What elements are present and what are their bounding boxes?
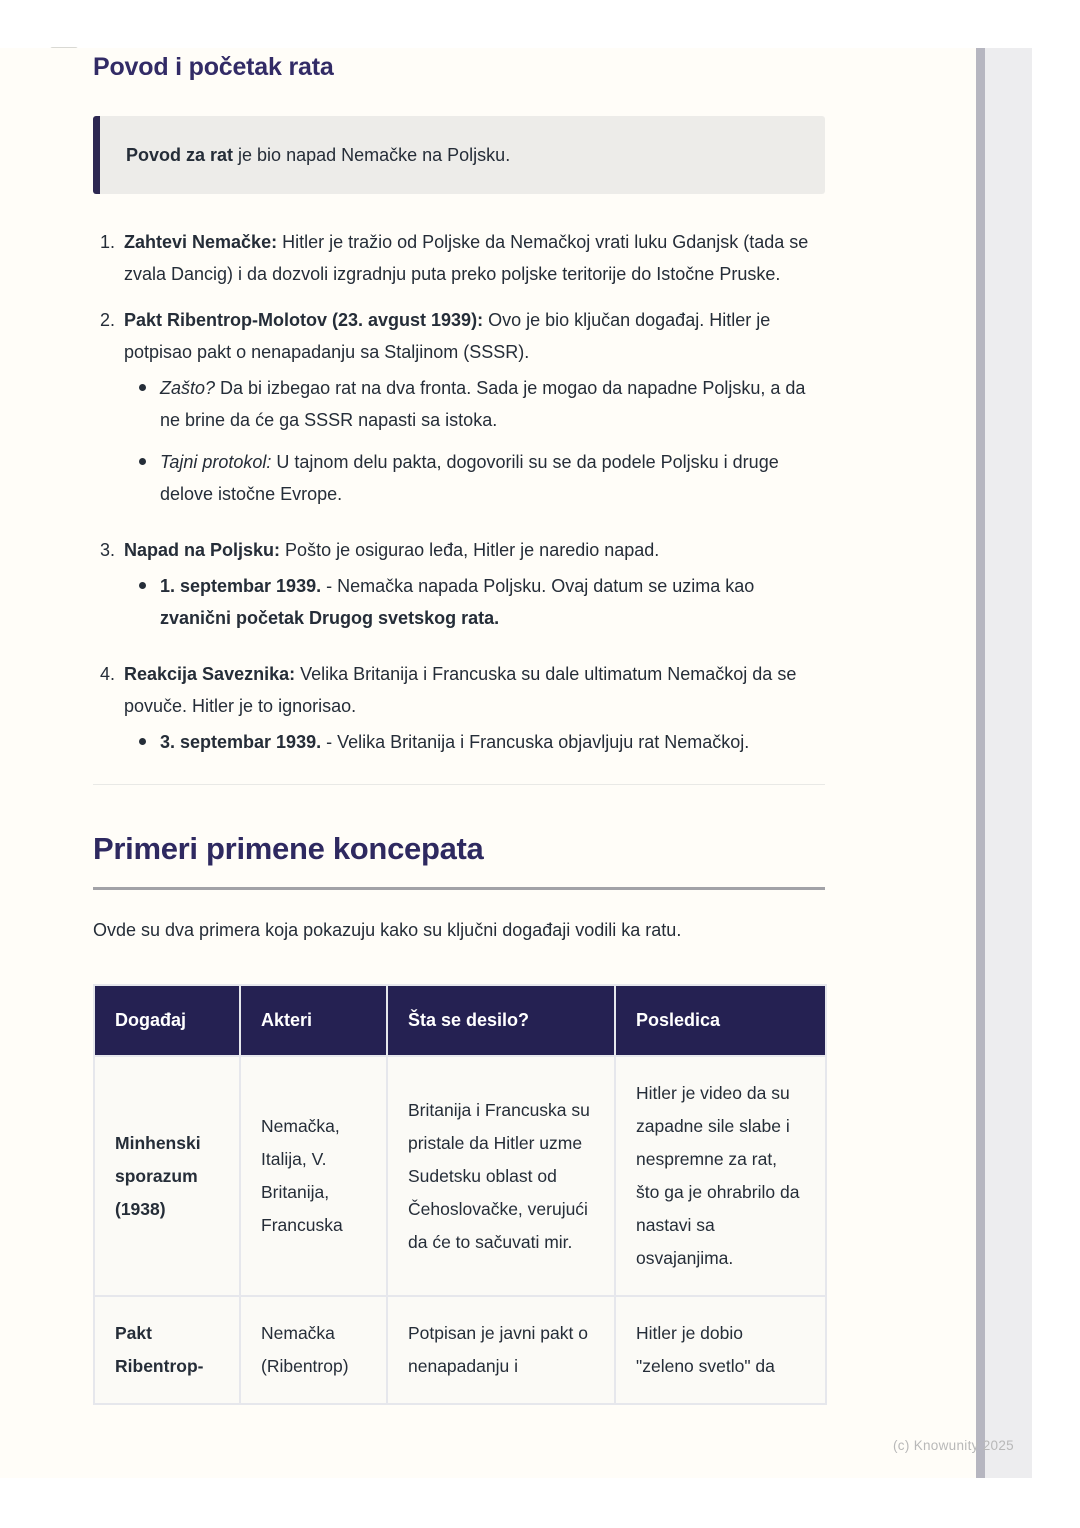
list-item-body (124, 534, 825, 644)
bullet-bold-tail: zvanični početak Drugog svetskog rata. (160, 608, 500, 628)
list-item-body (124, 304, 825, 520)
list-item (93, 226, 825, 290)
bullet-list (124, 570, 825, 634)
list-item-text: Ovo je bio ključan događaj. Hitler je potpisao pakt o nenapadanju sa Staljinom (SSSR). (124, 310, 771, 362)
document-page (0, 48, 976, 1478)
list-item-number: 4. (99, 664, 115, 684)
table-cell: Britanija i Francuska su pristale da Hitler uzme Sudetsku oblast od Čehoslovačke, verujući da će to sačuvati mir. (387, 1056, 615, 1296)
bullet-lead: Zašto? (160, 378, 216, 398)
watermark-copyright: (c) Knowunity 2025 (893, 1438, 1014, 1453)
bullet-text: Da bi izbegao rat na dva fronta. Sada je mogao da napadne Poljsku, a da ne brine da će ga SSSR napasti sa istoka. (160, 378, 806, 430)
list-item-number: 3. (99, 540, 115, 560)
bullet-lead: 1. septembar 1939. (160, 576, 322, 596)
list-item-number: 1. (99, 232, 115, 252)
table-header-cell: Posledica (615, 985, 826, 1056)
bullet-lead: Tajni protokol: (160, 452, 272, 472)
bullet-lead: 3. septembar 1939. (160, 732, 322, 752)
bullet-text: - Velika Britanija i Francuska objavljuju rat Nemačkoj. (321, 732, 750, 752)
table-header-row (94, 985, 826, 1056)
scrollbar-track[interactable] (976, 48, 1032, 1478)
bullet-list (124, 372, 825, 510)
list-item-lead: Pakt Ribentrop-Molotov (23. avgust 1939): (124, 310, 484, 330)
events-table (93, 984, 827, 1405)
list-item-lead: Zahtevi Nemačke: (124, 232, 278, 252)
table-cell: Hitler je video da su zapadne sile slabe i nespremne za rat, što ga je ohrabrilo da nastavi sa osvajanjima. (615, 1056, 826, 1296)
list-item (93, 534, 825, 644)
bullet-text: - Nemačka napada Poljsku. Ovaj datum se uzima kao (321, 576, 755, 596)
bullet-item (134, 570, 825, 634)
definition-callout (93, 116, 825, 194)
table-row (94, 1056, 826, 1296)
list-item-text: Pošto je osigurao leđa, Hitler je naredio napad. (280, 540, 660, 560)
bullet-text: U tajnom delu pakta, dogovorili su se da podele Poljsku i druge delove istočne Evrope. (160, 452, 779, 504)
section-heading: Povod i početak rata (93, 53, 334, 81)
list-item-body (124, 658, 825, 768)
table-cell: Minhenski sporazum (1938) (94, 1056, 240, 1296)
table-cell: Pakt Ribentrop- (94, 1296, 240, 1404)
list-item-lead: Napad na Poljsku: (124, 540, 281, 560)
numbered-list (93, 226, 825, 768)
list-item-body (124, 226, 825, 290)
table-cell: Potpisan je javni pakt o nenapadanju i (387, 1296, 615, 1404)
bullet-item (134, 446, 825, 510)
bullet-item (134, 372, 825, 436)
page-content (0, 48, 976, 1478)
table-header-cell: Šta se desilo? (387, 985, 615, 1056)
section-divider (93, 784, 825, 785)
intro-paragraph: Ovde su dva primera koja pokazuju kako su ključni događaji vodili ka ratu. (93, 920, 682, 940)
title-underline (93, 887, 825, 890)
table-cell: Nemačka (Ribentrop) (240, 1296, 387, 1404)
table-row (94, 1296, 826, 1404)
bullet-list (124, 726, 825, 758)
scrollbar-thumb[interactable] (976, 48, 985, 1478)
table-header-cell: Akteri (240, 985, 387, 1056)
table-cell: Nemačka, Italija, V. Britanija, Francuska (240, 1056, 387, 1296)
callout-lead-text: Povod za rat (126, 145, 234, 165)
bullet-item (134, 726, 825, 758)
list-item (93, 304, 825, 520)
page-title: Primeri primene koncepata (93, 831, 484, 866)
list-item-number: 2. (99, 310, 115, 330)
list-item (93, 658, 825, 768)
table-cell: Hitler je dobio "zeleno svetlo" da (615, 1296, 826, 1404)
list-item-lead: Reakcija Saveznika: (124, 664, 296, 684)
callout-body-text: je bio napad Nemačke na Poljsku. (233, 145, 511, 165)
list-item-text: Velika Britanija i Francuska su dale ultimatum Nemačkoj da se povuče. Hitler je to ignorisao. (124, 664, 797, 716)
table-header-cell: Događaj (94, 985, 240, 1056)
list-item-text: Hitler je tražio od Poljske da Nemačkoj vrati luku Gdanjsk (tada se zvala Dancig) i da dozvoli izgradnju puta preko poljske teritorije do Istočne Pruske. (124, 232, 809, 284)
